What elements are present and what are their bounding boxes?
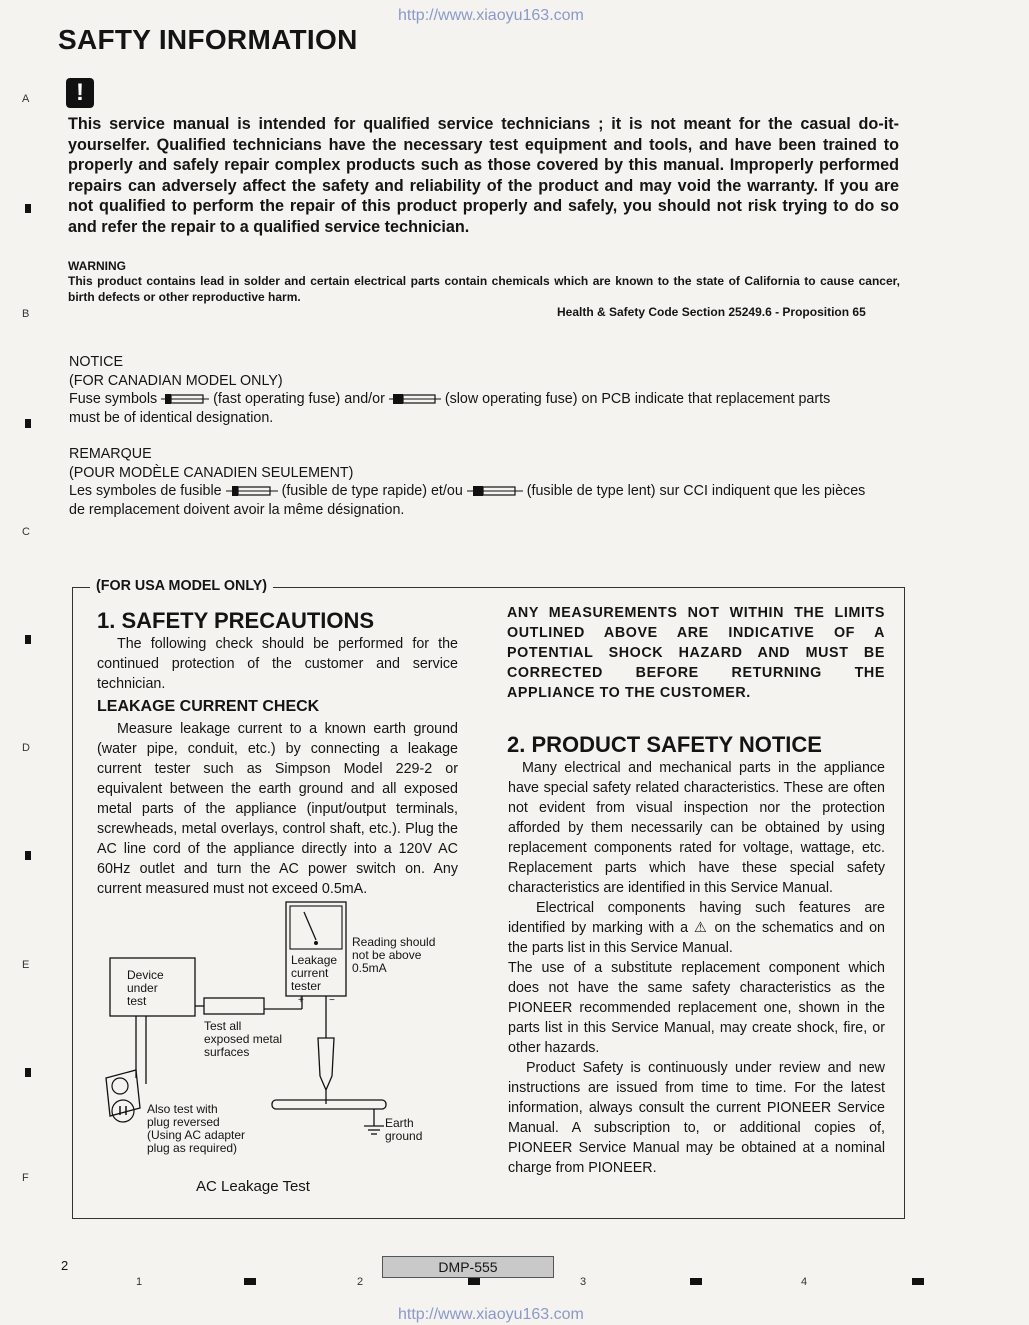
- diagram-caption: AC Leakage Test: [196, 1178, 310, 1195]
- margin-letter-f: F: [22, 1172, 29, 1184]
- reading-label-line: Reading should: [352, 935, 436, 949]
- slow-fuse-icon: [467, 484, 523, 498]
- footer-col-4: 4: [801, 1276, 808, 1288]
- product-safety-p4: Product Safety is continuously under review and new instructions are issued from time to time. For the latest information, always consult the current PIONEER Service Manual. A subscription to, or additional copies of, PIONEER Service Manual may be obtained at a nominal charge from PIONEER.: [508, 1060, 885, 1176]
- device-label-line: Device: [127, 968, 164, 982]
- product-safety-heading: 2. PRODUCT SAFETY NOTICE: [507, 732, 822, 757]
- product-safety-p1: Many electrical and mechanical parts in the appliance have special safety related characteristics. These are often not evident from visual inspection nor the protection afforded by them necessarily can be obtained by using replacement components rated for voltage, wattage, etc. Replacement parts which have these special safety characteristics are identified in this Service Manual.: [508, 760, 885, 896]
- safety-precautions-intro: The following check should be performed for the continued protection of the customer and service technician.: [97, 636, 458, 692]
- device-label: [127, 969, 164, 1008]
- tester-label-line: Leakage: [291, 953, 338, 967]
- remarque-line1-b: (fusible de type rapide) et/ou: [281, 483, 463, 499]
- remarque-line1: [69, 482, 919, 501]
- usa-label: (FOR USA MODEL ONLY): [90, 578, 273, 594]
- reading-label-line: not be above: [352, 948, 422, 962]
- footer-url[interactable]: http://www.xiaoyu163.com: [398, 1306, 584, 1323]
- tester-label: [291, 954, 337, 993]
- margin-letter-b: B: [22, 308, 30, 320]
- metal-label-line: Test all: [204, 1019, 242, 1033]
- earth-label-line: ground: [385, 1129, 423, 1143]
- footer-mark: [244, 1278, 256, 1285]
- footer-mark: [912, 1278, 924, 1285]
- caution-icon: !: [66, 78, 94, 108]
- earth-label-line: Earth: [385, 1116, 414, 1130]
- notice-line1-b: (fast operating fuse) and/or: [213, 391, 385, 407]
- tester-label-line: tester: [291, 979, 322, 993]
- safety-precautions-heading: 1. SAFETY PRECAUTIONS: [97, 608, 375, 633]
- notice-line1-c: (slow operating fuse) on PCB indicate that replacement parts: [444, 391, 831, 407]
- margin-mark: [25, 1068, 31, 1077]
- remarque-block: [69, 445, 919, 519]
- fast-fuse-icon: [161, 392, 209, 406]
- reverse-label-line: plug reversed: [147, 1115, 220, 1129]
- remarque-line1-a: Les symboles de fusible: [69, 483, 222, 499]
- plus-terminal: +: [298, 995, 304, 1006]
- reading-label: [352, 936, 435, 975]
- margin-letter-c: C: [22, 526, 30, 538]
- model-label: DMP-555: [382, 1256, 554, 1278]
- margin-mark: [25, 204, 31, 213]
- footer-col-1: 1: [136, 1276, 143, 1288]
- device-label-line: under: [127, 981, 158, 995]
- remarque-sub: (POUR MODÈLE CANADIEN SEULEMENT): [69, 464, 354, 481]
- notice-line1-a: Fuse symbols: [69, 391, 158, 407]
- leakage-current-heading: LEAKAGE CURRENT CHECK: [97, 698, 320, 715]
- product-safety-p2: Electrical components having such features are identified by marking with a ⚠ on the schematics and on the parts list in this Service Manual.: [508, 900, 885, 956]
- minus-terminal: −: [329, 995, 335, 1006]
- earth-label: [385, 1117, 422, 1143]
- metal-label: [204, 1020, 282, 1059]
- footer-col-3: 3: [580, 1276, 587, 1288]
- warning-label: WARNING: [68, 259, 126, 273]
- remarque-heading: REMARQUE: [69, 446, 152, 462]
- tester-label-line: current: [291, 966, 329, 980]
- slow-fuse-icon: [389, 392, 441, 406]
- margin-mark: [25, 635, 31, 644]
- measurements-warning: ANY MEASUREMENTS NOT WITHIN THE LIMITS OUTLINED ABOVE ARE INDICATIVE OF A POTENTIAL SHOCK HAZARD AND MUST BE CORRECTED BEFORE RETURNING THE APPLIANCE TO THE CUSTOMER.: [507, 605, 885, 701]
- metal-label-line: surfaces: [204, 1045, 250, 1059]
- remarque-line1-c: (fusible de type lent) sur CCI indiquent que les pièces: [526, 483, 866, 499]
- header-url[interactable]: http://www.xiaoyu163.com: [398, 7, 584, 24]
- page-title: SAFTY INFORMATION: [58, 24, 358, 55]
- margin-letter-a: A: [22, 93, 30, 105]
- notice-heading: NOTICE: [69, 354, 124, 370]
- product-safety-body: [508, 758, 885, 1178]
- leakage-current-body: Measure leakage current to a known earth ground (water pipe, conduit, etc.) by connecting a leakage current tester such as Simpson Model 229-2 or equivalent between the earth ground and all exposed metal parts of the appliance (input/output terminals, screwheads, metal overlays, control shaft, etc.). Plug the AC line cord of the appliance directly into a 120V AC 60Hz outlet and turn the AC power switch on. Any current measured must not exceed 0.5mA.: [97, 721, 458, 897]
- margin-mark: [25, 419, 31, 428]
- remarque-line2: de remplacement doivent avoir la même désignation.: [69, 501, 405, 518]
- notice-line2: must be of identical designation.: [69, 409, 274, 426]
- reverse-label-line: plug as required): [147, 1141, 238, 1155]
- reverse-label-line: (Using AC adapter: [147, 1128, 246, 1142]
- ac-leakage-diagram: [96, 898, 476, 1198]
- device-label-line: test: [127, 994, 147, 1008]
- footer-mark: [690, 1278, 702, 1285]
- notice-line1: [69, 390, 909, 409]
- margin-letter-d: D: [22, 742, 30, 754]
- margin-letter-e: E: [22, 959, 30, 971]
- product-safety-p3: The use of a substitute replacement component which does not have the same safety characteristics as the PIONEER recommended replacement one, shown in the parts list in this Service Manual, may create shock, fire, or other hazards.: [508, 960, 885, 1056]
- reading-label-line: 0.5mA: [352, 961, 387, 975]
- metal-label-line: exposed metal: [204, 1032, 283, 1046]
- margin-mark: [25, 851, 31, 860]
- reverse-label: [147, 1103, 245, 1155]
- footer-col-2: 2: [357, 1276, 364, 1288]
- reverse-label-line: Also test with: [147, 1102, 218, 1116]
- footer-mark: [468, 1278, 480, 1285]
- fast-fuse-icon: [226, 484, 278, 498]
- notice-block: [69, 353, 909, 427]
- warning-text: This product contains lead in solder and certain electrical parts contain chemicals which are known to the state of California to cause cancer, birth defects or other reproductive harm.: [68, 274, 900, 304]
- notice-sub: (FOR CANADIAN MODEL ONLY): [69, 372, 283, 389]
- page-number: 2: [61, 1258, 69, 1273]
- health-safety-code: Health & Safety Code Section 25249.6 - Proposition 65: [557, 305, 866, 319]
- intro-paragraph: This service manual is intended for qualified service technicians ; it is not meant for the casual do-it-yourselfer. Qualified technicians have the necessary test equipment and tools, and have been trained to properly and safely repair complex products such as those covered by this manual. Improperly performed repairs can adversely affect the safety and reliability of the product and may void the warranty. If you are not qualified to perform the repair of this product properly and safely, you should not risk trying to do so and refer the repair to a qualified service technician.: [68, 115, 899, 236]
